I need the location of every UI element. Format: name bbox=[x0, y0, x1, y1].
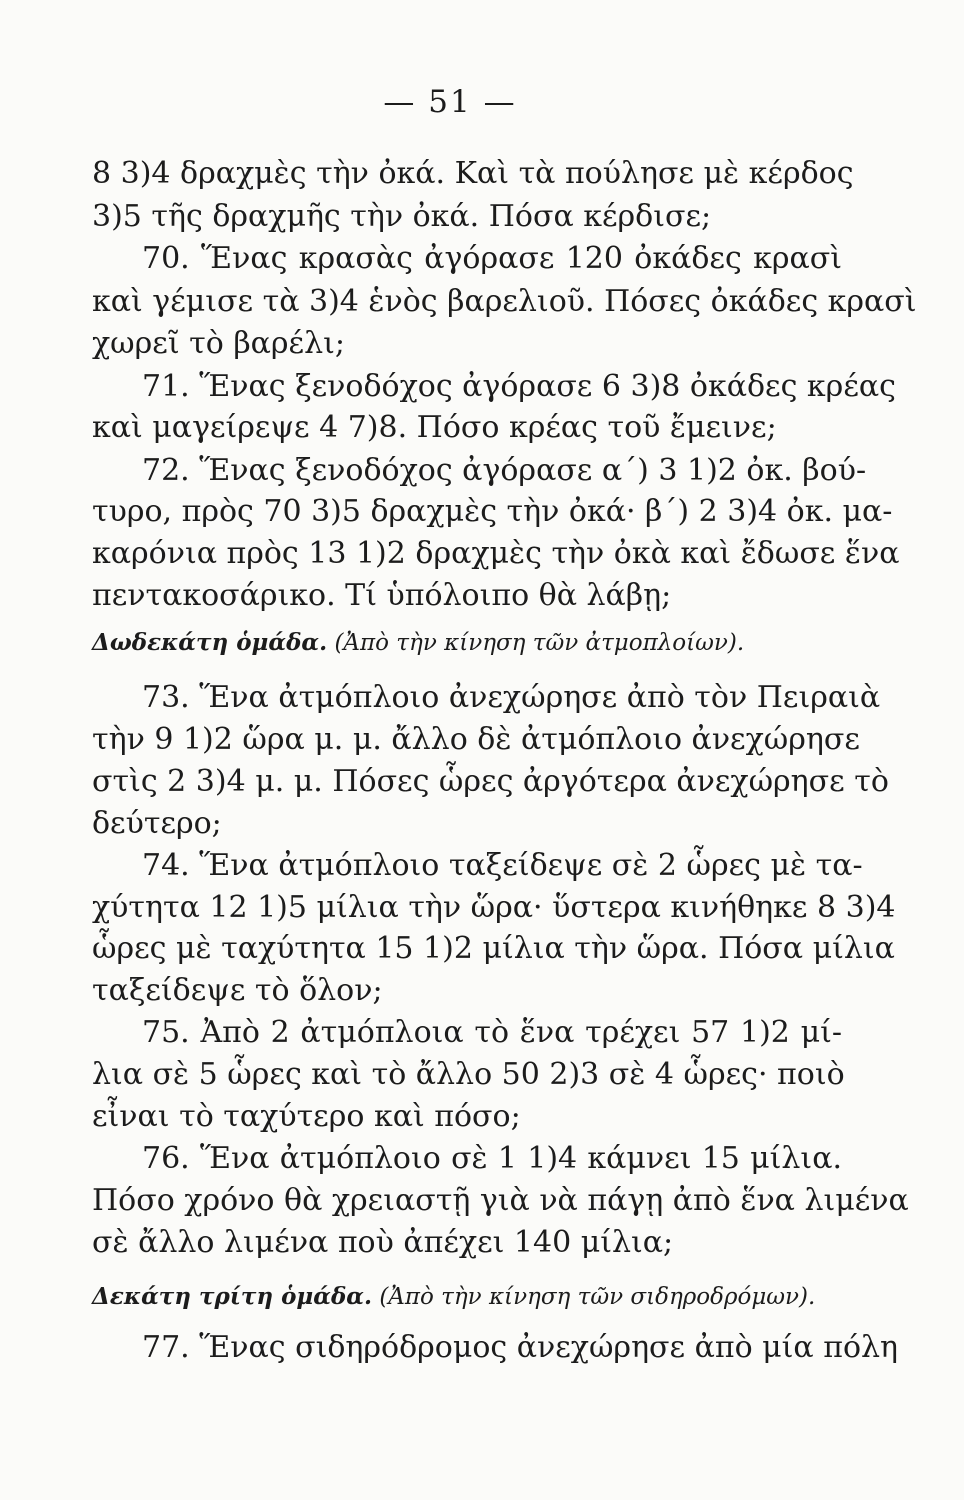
text-line: εἶναι τὸ ταχύτερο καὶ πόσο; bbox=[92, 1099, 521, 1134]
text-line: 3)5 τῆς δραχμῆς τὴν ὀκά. Πόσα κέρδισε; bbox=[92, 199, 712, 234]
text-line: χύτητα 12 1)5 μίλια τὴν ὥρα· ὕστερα κινήθηκε 8 3)4 bbox=[92, 890, 896, 925]
section-subtitle: (Ἀπὸ τὴν κίνηση τῶν σιδηροδρόμων). bbox=[379, 1284, 816, 1310]
page-number: — 51 — bbox=[383, 84, 517, 120]
text-line: καὶ γέμισε τὰ 3)4 ἑνὸς βαρελιοῦ. Πόσες ὀκάδες κρασὶ bbox=[92, 284, 917, 319]
problem-76-line: 76. Ἕνα ἀτμόπλοιο σὲ 1 1)4 κάμνει 15 μίλια. bbox=[142, 1141, 842, 1176]
problem-72-line: 72. Ἕνας ξενοδόχος ἀγόρασε α΄) 3 1)2 ὀκ. βού- bbox=[142, 453, 867, 488]
text-line: τυρο, πρὸς 70 3)5 δραχμὲς τὴν ὀκά· β΄) 2 3)4 ὀκ. μα- bbox=[92, 494, 893, 529]
section-title: Δεκάτη τρίτη ὁμάδα. bbox=[92, 1283, 372, 1310]
text-line: ταξείδεψε τὸ ὅλον; bbox=[92, 973, 383, 1008]
problem-71-line: 71. Ἕνας ξενοδόχος ἀγόρασε 6 3)8 ὀκάδες κρέας bbox=[142, 369, 896, 404]
text-line: τὴν 9 1)2 ὥρα μ. μ. ἄλλο δὲ ἀτμόπλοιο ἀνεχώρησε bbox=[92, 722, 860, 757]
section-title: Δωδεκάτη ὁμάδα. bbox=[92, 629, 328, 656]
text-line: χωρεῖ τὸ βαρέλι; bbox=[92, 326, 345, 361]
text-line: Πόσο χρόνο θὰ χρειαστῇ γιὰ νὰ πάγῃ ἀπὸ ἕνα λιμένα bbox=[92, 1183, 909, 1218]
problem-77-line: 77. Ἕνας σιδηρόδρομος ἀνεχώρησε ἀπὸ μία πόλη bbox=[142, 1330, 898, 1365]
text-line: στὶς 2 3)4 μ. μ. Πόσες ὧρες ἀργότερα ἀνεχώρησε τὸ bbox=[92, 764, 889, 799]
section-heading-13 bbox=[92, 1282, 842, 1312]
text-line: σὲ ἄλλο λιμένα ποὺ ἀπέχει 140 μίλια; bbox=[92, 1225, 674, 1260]
problem-70-line: 70. Ἕνας κρασὰς ἀγόρασε 120 ὀκάδες κρασὶ bbox=[142, 241, 842, 276]
text-line: ὧρες μὲ ταχύτητα 15 1)2 μίλια τὴν ὥρα. Πόσα μίλια bbox=[92, 931, 895, 966]
problem-75-line: 75. Ἀπὸ 2 ἀτμόπλοια τὸ ἕνα τρέχει 57 1)2 μί- bbox=[142, 1015, 842, 1050]
text-line: καρόνια πρὸς 13 1)2 δραχμὲς τὴν ὀκὰ καὶ ἔδωσε ἕνα bbox=[92, 536, 900, 571]
text-line: πεντακοσάρικο. Τί ὑπόλοιπο θὰ λάβῃ; bbox=[92, 578, 672, 613]
section-subtitle: (Ἀπὸ τὴν κίνηση τῶν ἀτμοπλοίων). bbox=[334, 630, 745, 656]
problem-74-line: 74. Ἕνα ἀτμόπλοιο ταξείδεψε σὲ 2 ὧρες μὲ τα- bbox=[142, 848, 863, 883]
text-line: λια σὲ 5 ὧρες καὶ τὸ ἄλλο 50 2)3 σὲ 4 ὧρες· ποιὸ bbox=[92, 1057, 845, 1092]
text-line: καὶ μαγείρεψε 4 7)8. Πόσο κρέας τοῦ ἔμεινε; bbox=[92, 410, 777, 445]
text-line: 8 3)4 δραχμὲς τὴν ὀκά. Καὶ τὰ πούλησε μὲ κέρδος bbox=[92, 156, 854, 191]
section-heading-12 bbox=[92, 628, 842, 658]
text-line: δεύτερο; bbox=[92, 806, 222, 841]
problem-73-line: 73. Ἕνα ἀτμόπλοιο ἀνεχώρησε ἀπὸ τὸν Πειραιὰ bbox=[142, 680, 881, 715]
